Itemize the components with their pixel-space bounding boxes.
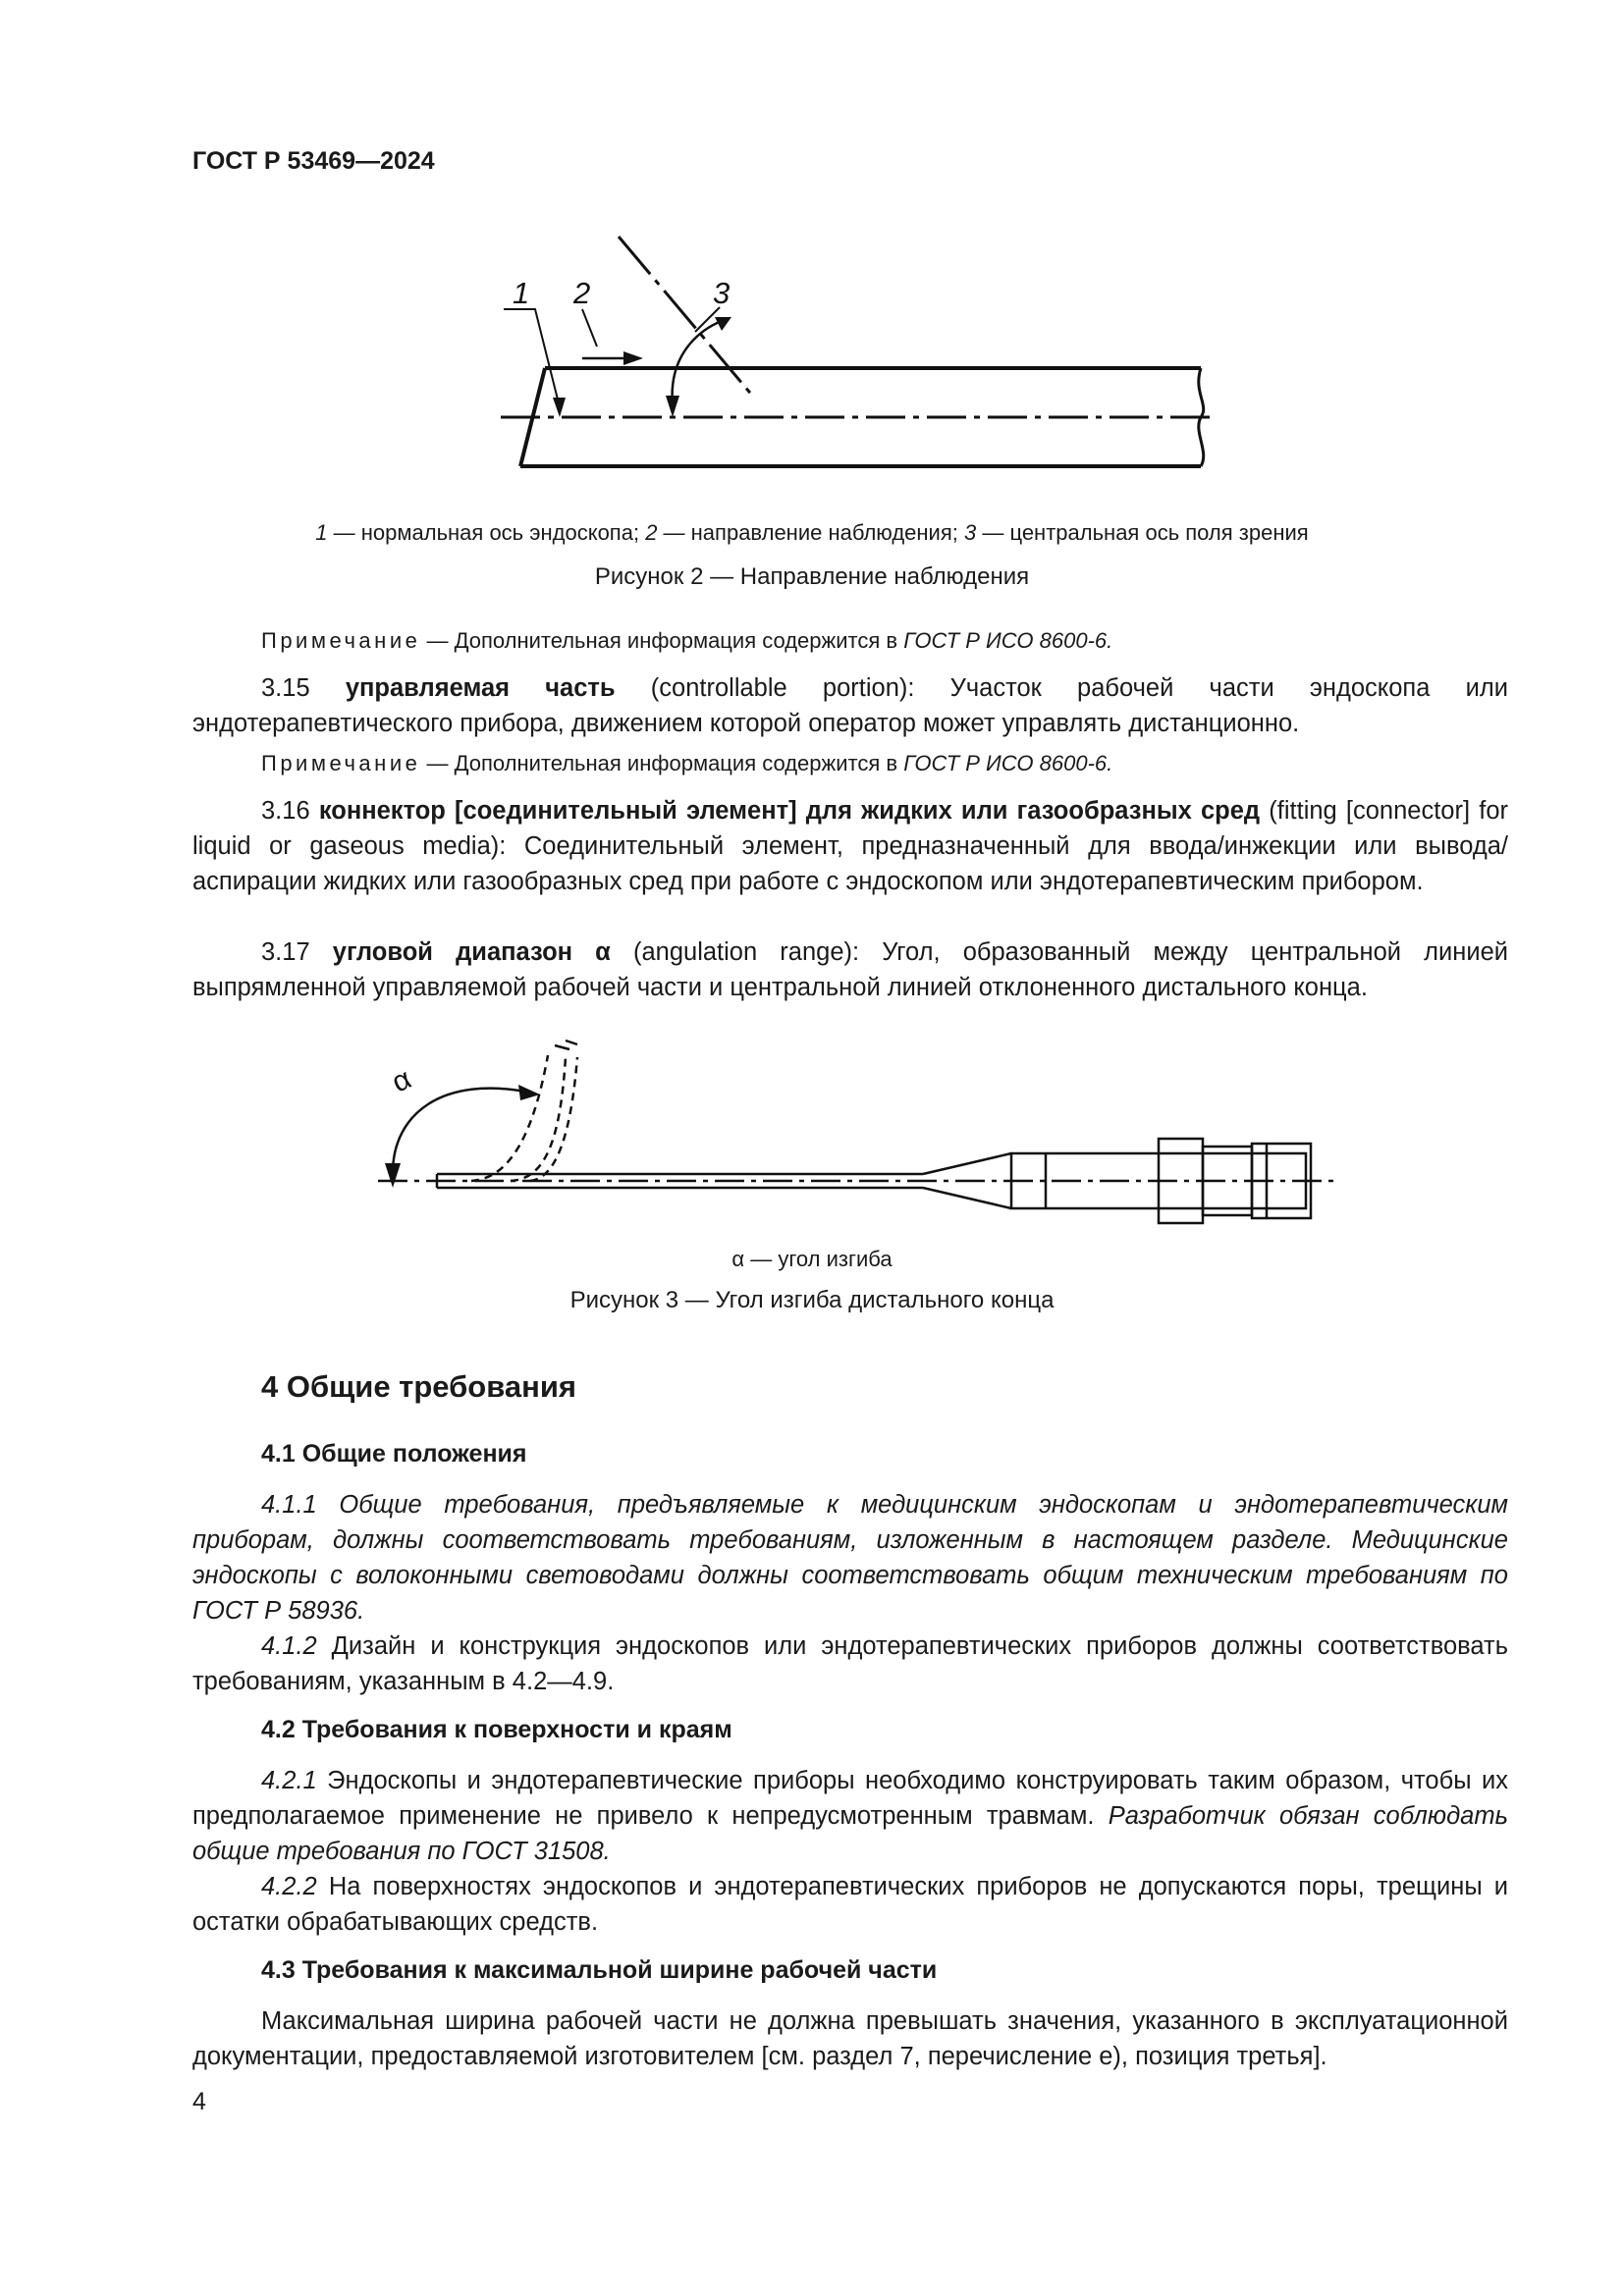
figure-2-diagram [481, 231, 1227, 476]
section-4-title: 4 Общие требования [261, 1369, 576, 1404]
section-4-2-title: 4.2 Требования к поверхности и краям [261, 1716, 732, 1743]
figure-3-alpha-label: α [387, 1062, 416, 1099]
para-4-2-2: 4.2.2 На поверхностях эндоскопов и эндотерапевтических приборов не допускаются поры, трещины и остатки обрабатывающих средств. [192, 1873, 1508, 1936]
page-number: 4 [192, 2088, 206, 2115]
term-3-16: 3.16 коннектор [соединительный элемент] для жидких или газообразных сред (fitting [connector] for liquid or gaseous media): Соединительный элемент, предназначенный для ввода/инжекции или вывода/аспирации жидких или газообразных сред при работе с эндоскопом или эндотерапевтическим прибором. [192, 797, 1509, 895]
para-4-2-1: 4.2.1 Эндоскопы и эндотерапевтические приборы необходимо конструировать таким образом, чтобы их предполагаемое применение не привело к непредусмотренным травмам. Разработчик обязан соблюдать общие требования по ГОСТ 31508. [192, 1767, 1509, 1865]
note-1: Примечание — Дополнительная информация содержится в ГОСТ Р ИСО 8600-6. [261, 628, 1113, 653]
figure-2-caption: Рисунок 2 — Направление наблюдения [594, 563, 1030, 590]
figure-2-label-3: 3 [713, 276, 731, 310]
figure-2-legend: 1 — нормальная ось эндоскопа; 2 — направление наблюдения; 3 — центральная ось поля зрения [315, 520, 1309, 545]
section-4-1-title: 4.1 Общие положения [261, 1440, 527, 1468]
note-2: Примечание — Дополнительная информация содержится в ГОСТ Р ИСО 8600-6. [261, 751, 1113, 775]
term-3-15: 3.15 управляемая часть (controllable portion): Участок рабочей части эндоскопа или эндотерапевтического прибора, движением которой оператор может управлять дистанционно. [192, 674, 1508, 737]
term-3-17: 3.17 угловой диапазон α (angulation range): Угол, образованный между центральной линией выпрямленной управляемой рабочей части и центральной линией отклоненного дистального конца. [192, 938, 1509, 1001]
para-4-1-2: 4.1.2 Дизайн и конструкция эндоскопов или эндотерапевтических приборов должны соответствовать требованиям, указанным в 4.2—4.9. [192, 1632, 1508, 1695]
figure-2-label-1: 1 [513, 276, 530, 310]
figure-3-caption: Рисунок 3 — Угол изгиба дистального конца [569, 1287, 1055, 1313]
figure-3-diagram [373, 1036, 1345, 1232]
para-4-3: Максимальная ширина рабочей части не должна превышать значения, указанного в эксплуатационной документации, предоставляемой изготовителем [см. раздел 7, перечисление е), позиция третья]. [192, 2007, 1508, 2070]
para-4-1-1: 4.1.1 Общие требования, предъявляемые к медицинским эндоскопам и эндотерапевтическим приборам, должны соответствовать требованиям, изложенным в настоящем разделе. Медицинские эндоскопы с волоконными световодами должны соответствовать общим техническим требованиям по ГОСТ Р 58936. [192, 1491, 1508, 1625]
figure-3-legend: α — угол изгиба [731, 1247, 893, 1271]
figure-2-label-2: 2 [573, 276, 591, 310]
section-4-3-title: 4.3 Требования к максимальной ширине рабочей части [261, 1956, 938, 1984]
document-header: ГОСТ Р 53469—2024 [192, 147, 435, 175]
